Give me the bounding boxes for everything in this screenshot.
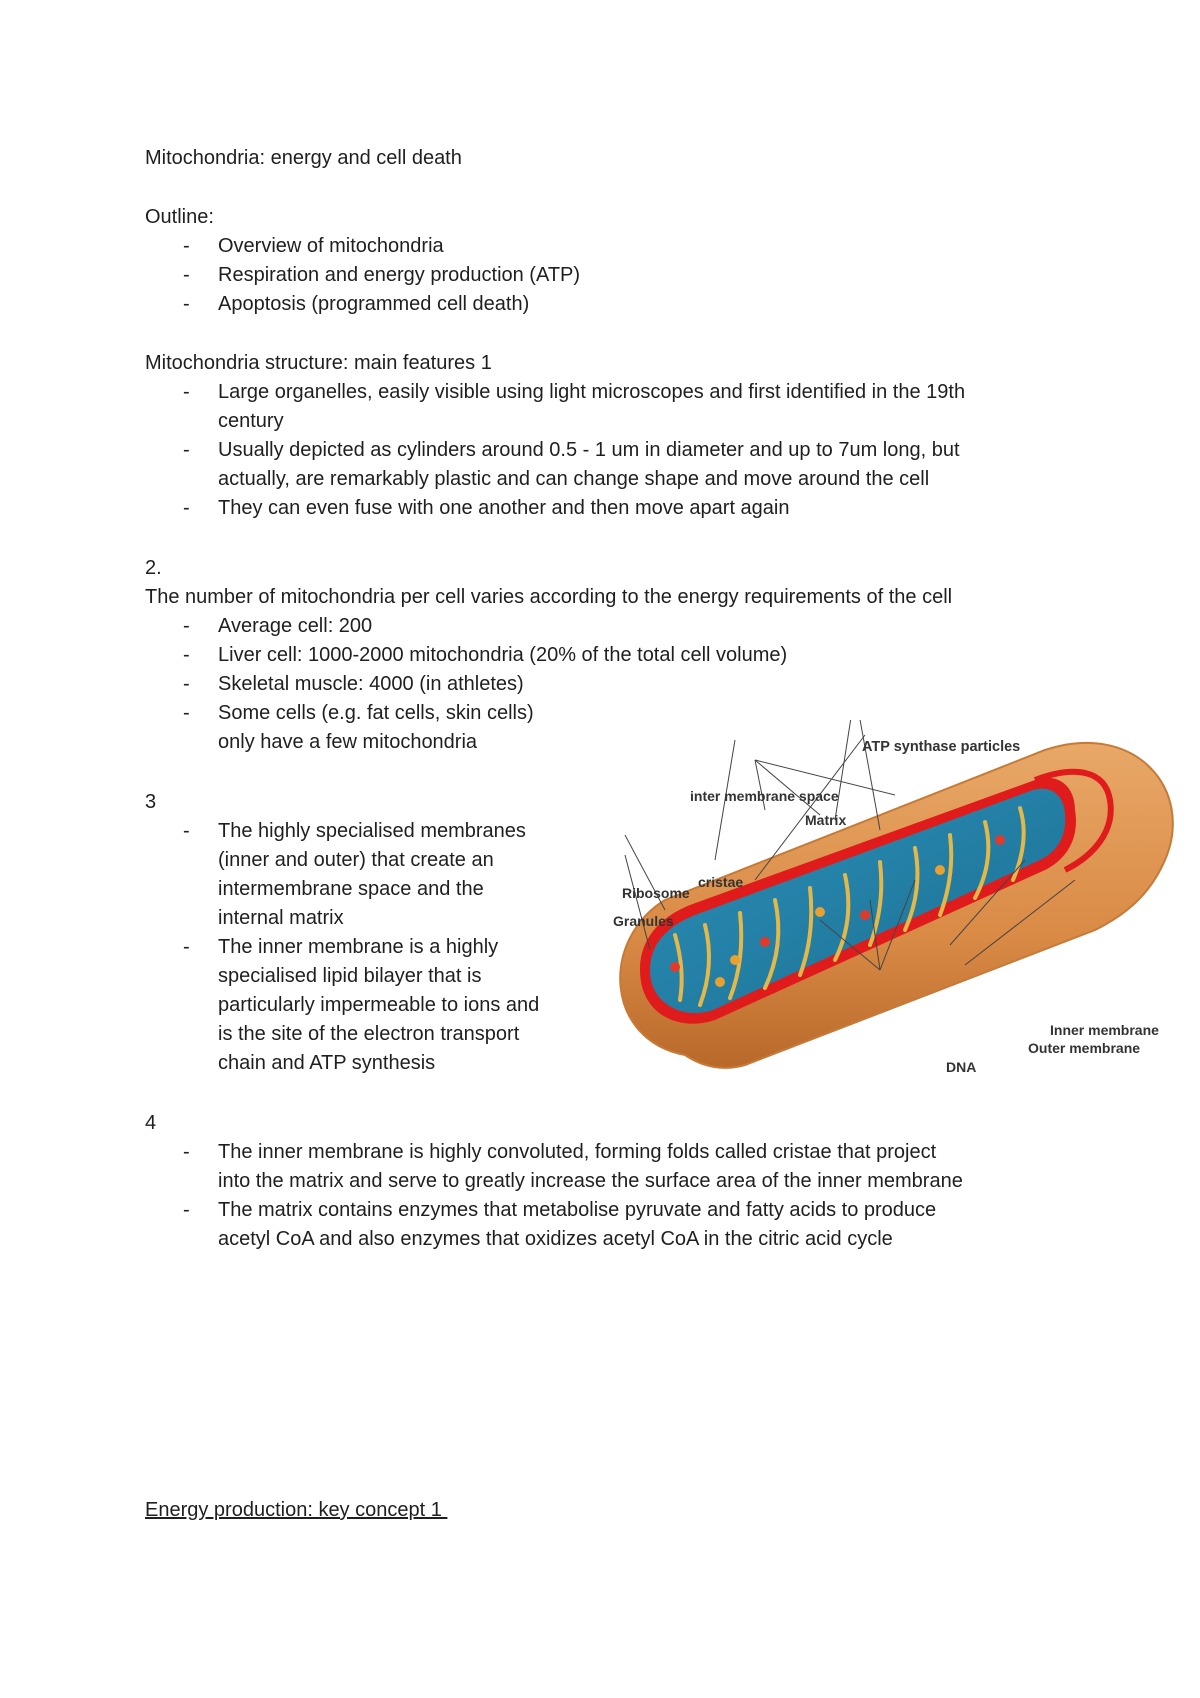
section-2-item-line: Some cells (e.g. fat cells, skin cells)	[218, 702, 534, 724]
bullet-dash: -	[183, 702, 190, 724]
section-4-item-line: into the matrix and serve to greatly increase the surface area of the inner membrane	[218, 1170, 963, 1192]
section-4-item-line: The inner membrane is highly convoluted, forming folds called cristae that project	[218, 1141, 937, 1163]
structure-item-line: actually, are remarkably plastic and can change shape and move around the cell	[218, 468, 930, 490]
section-4-number: 4	[145, 1112, 157, 1134]
section-2-number: 2.	[145, 557, 162, 579]
bullet-dash: -	[183, 644, 190, 666]
bullet-dash: -	[183, 497, 190, 519]
section-3-item-line: intermembrane space and the	[218, 878, 484, 900]
label-cristae: cristae	[698, 874, 744, 890]
section-3-item-line: The inner membrane is a highly	[218, 936, 499, 958]
label-granules: Granules	[613, 913, 674, 929]
label-inner-membrane: Inner membrane	[1050, 1022, 1159, 1038]
bullet-dash: -	[183, 264, 190, 286]
structure-item-line: They can even fuse with one another and then move apart again	[218, 497, 790, 519]
bullet-dash: -	[183, 936, 190, 958]
section-4-item-line: acetyl CoA and also enzymes that oxidizes acetyl CoA in the citric acid cycle	[218, 1228, 893, 1250]
bullet-dash: -	[183, 1141, 190, 1163]
bullet-dash: -	[183, 1199, 190, 1221]
bullet-dash: -	[183, 615, 190, 637]
bullet-dash: -	[183, 673, 190, 695]
label-dna: DNA	[946, 1059, 977, 1075]
outline-item: Apoptosis (programmed cell death)	[218, 293, 530, 315]
section-3-item-line: is the site of the electron transport	[218, 1023, 520, 1045]
mitochondrion-diagram	[605, 720, 1180, 1115]
bullet-dash: -	[183, 439, 190, 461]
bullet-dash: -	[183, 293, 190, 315]
section-2-item-line: Liver cell: 1000-2000 mitochondria (20% of the total cell volume)	[218, 644, 788, 666]
section-3-item-line: internal matrix	[218, 907, 344, 929]
section-2-item-line: Skeletal muscle: 4000 (in athletes)	[218, 673, 524, 695]
label-intermembrane-space: inter membrane space	[690, 788, 839, 804]
section-2-item-line: Average cell: 200	[218, 615, 373, 637]
outline-item: Overview of mitochondria	[218, 235, 444, 257]
label-ribosome: Ribosome	[622, 885, 690, 901]
document-title: Mitochondria: energy and cell death	[145, 147, 462, 169]
energy-production-heading: Energy production: key concept 1	[145, 1499, 448, 1521]
section-3-item-line: (inner and outer) that create an	[218, 849, 494, 871]
section-2-item-line: only have a few mitochondria	[218, 731, 478, 753]
section-2-intro: The number of mitochondria per cell varies according to the energy requirements of the cell	[145, 586, 953, 608]
outline-item: Respiration and energy production (ATP)	[218, 264, 581, 286]
section-3-item-line: particularly impermeable to ions and	[218, 994, 540, 1016]
section-3-number: 3	[145, 791, 157, 813]
label-matrix: Matrix	[805, 812, 847, 828]
section-4-item-line: The matrix contains enzymes that metabolise pyruvate and fatty acids to produce	[218, 1199, 937, 1221]
section-3-item-line: specialised lipid bilayer that is	[218, 965, 482, 987]
label-outer-membrane: Outer membrane	[1028, 1040, 1141, 1056]
structure-item-line: Large organelles, easily visible using light microscopes and first identified in the 19th	[218, 381, 966, 403]
label-atp-synthase: ATP synthase particles	[862, 739, 1021, 755]
bullet-dash: -	[183, 820, 190, 842]
bullet-dash: -	[183, 235, 190, 257]
section-3-item-line: chain and ATP synthesis	[218, 1052, 436, 1074]
structure-item-line: Usually depicted as cylinders around 0.5 - 1 um in diameter and up to 7um long, but	[218, 439, 960, 461]
outline-heading: Outline:	[145, 206, 214, 228]
section-3-item-line: The highly specialised membranes	[218, 820, 526, 842]
bullet-dash: -	[183, 381, 190, 403]
structure-item-line: century	[218, 410, 284, 432]
structure-heading: Mitochondria structure: main features 1	[145, 352, 492, 374]
